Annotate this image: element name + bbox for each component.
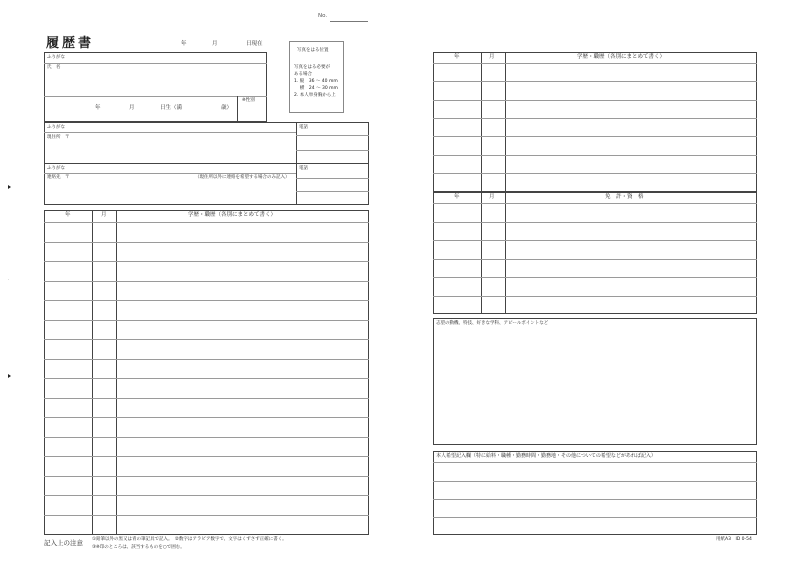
furigana-contact-label: ふりがな [47, 166, 65, 171]
left-table-row-line [44, 300, 369, 301]
age-unit: 歳） [221, 105, 233, 111]
right-table1-row-line [433, 63, 757, 64]
page-title: 履歴書 [46, 36, 95, 51]
right-table1-row-line [433, 155, 757, 156]
contact-label: 連絡先 〒 [47, 175, 70, 180]
right-table2-month-header: 月 [489, 194, 495, 200]
right-table1-year-divider [481, 52, 482, 192]
left-table-month-divider [116, 210, 117, 535]
date-as-of: 日現在 [246, 41, 263, 47]
address-contact-divider [44, 163, 369, 164]
requests-line-1 [433, 462, 757, 463]
birth-year: 年 [95, 105, 101, 111]
left-table-row-line [44, 359, 369, 360]
left-table-row-line [44, 320, 369, 321]
right-table2-row-line [433, 277, 757, 278]
left-table-year-divider [92, 210, 93, 535]
requests-line-2 [433, 481, 757, 482]
note-line-1: ①鉛筆以外の黒又は青の筆記具で記入。 ②数字はアラビア数字で、文字はくずさず正確に書く。 [92, 537, 287, 542]
date-year: 年 [181, 41, 187, 47]
left-table-history-header: 学歴・職歴（各別にまとめて書く） [188, 212, 277, 218]
right-table2-row-line [433, 296, 757, 297]
motivation-label: 志望の動機、特技、好きな学科、アピールポイントなど [436, 321, 549, 326]
furigana-divider [44, 63, 267, 64]
requests-label: 本人希望記入欄（特に給料・職種・勤務時間・勤務地・その他についての希望などがあれば記入） [436, 453, 656, 459]
left-table-row-line [44, 378, 369, 379]
left-table-row-line [44, 437, 369, 438]
left-table-row-line [44, 261, 369, 262]
right-table1-history-header: 学歴・職歴（各別にまとめて書く） [577, 54, 666, 60]
note-line-2: ③※印のところは、該当するものを○で囲む。 [92, 545, 185, 550]
left-table-row-line [44, 495, 369, 496]
address-label: 現住所 〒 [47, 135, 70, 140]
left-table-month-header: 月 [101, 212, 107, 218]
requests-box [433, 451, 757, 535]
address-furigana-divider [44, 132, 296, 133]
left-table-row-line [44, 222, 369, 223]
right-table1-month-divider [505, 52, 506, 192]
right-table2-license-header: 免 許・資 格 [605, 194, 644, 200]
photo-text-4: 1. 縦 36 〜 40 mm [294, 79, 338, 84]
right-table2-row-line [433, 203, 757, 204]
left-table-row-line [44, 515, 369, 516]
right-table1-row-line [433, 136, 757, 137]
form-code: 用紙A3 ID 0-54 [716, 537, 752, 542]
gender-label: ※性別 [242, 98, 255, 103]
right-table1-row-line [433, 118, 757, 119]
left-table-year-header: 年 [65, 212, 71, 218]
left-table-row-line [44, 242, 369, 243]
photo-text-6: 2. 本人単身胸から上 [294, 93, 336, 98]
date-month: 月 [212, 41, 218, 47]
binding-mark-middle: · [8, 278, 10, 283]
motivation-box [433, 318, 757, 445]
right-table2-row-line [433, 259, 757, 260]
furigana-label: ふりがな [47, 55, 65, 60]
right-table2-year-header: 年 [454, 194, 460, 200]
name-divider [44, 96, 267, 97]
binding-mark-bottom [8, 374, 11, 378]
contact-note: （現住所以外に連絡を希望する場合のみ記入） [195, 175, 290, 180]
right-table1-row-line [433, 81, 757, 82]
phone-line-2 [296, 150, 369, 151]
left-table-row-line [44, 281, 369, 282]
contact-phone-label: 電話 [299, 166, 308, 171]
contact-furigana-divider [44, 173, 296, 174]
contact-phone-line-1 [296, 178, 369, 179]
number-label: No. [318, 13, 328, 19]
photo-text-3: ある場合 [294, 72, 312, 77]
right-table1-row-line [433, 173, 757, 174]
birth-day-age: 日生（満 [160, 105, 183, 111]
birth-month: 月 [129, 105, 135, 111]
name-label: 氏 名 [47, 65, 61, 70]
right-table2-row-line [433, 240, 757, 241]
requests-line-4 [433, 517, 757, 518]
gender-divider [237, 96, 238, 122]
contact-phone-line-2 [296, 191, 369, 192]
right-table1-row-line [433, 100, 757, 101]
right-table1-month-header: 月 [489, 54, 495, 60]
photo-text-2: 写真をはる必要が [294, 65, 330, 70]
notes-label: 記入上の注意 [44, 539, 83, 547]
requests-line-3 [433, 499, 757, 500]
number-underline [330, 21, 368, 22]
right-table2-row-line [433, 222, 757, 223]
binding-mark-top [8, 185, 11, 189]
photo-text-5: 横 24 〜 30 mm [294, 86, 338, 91]
photo-text-1: 写真をはる位置 [297, 48, 329, 53]
left-table-row-line [44, 398, 369, 399]
left-table-row-line [44, 339, 369, 340]
left-table-row-line [44, 417, 369, 418]
left-table-row-line [44, 456, 369, 457]
right-table1-year-header: 年 [454, 54, 460, 60]
furigana-address-label: ふりがな [47, 125, 65, 130]
phone-line-1 [296, 135, 369, 136]
left-table-row-line [44, 476, 369, 477]
phone-label: 電話 [299, 125, 308, 130]
